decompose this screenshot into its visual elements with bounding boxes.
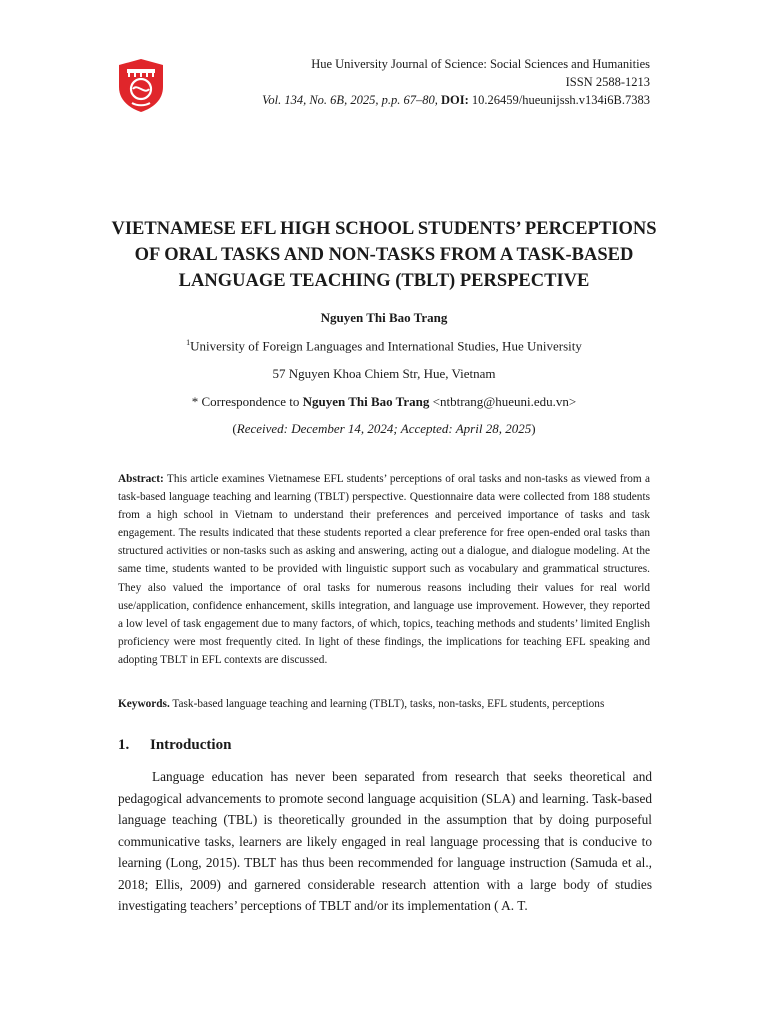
affiliation-mark: 1 <box>186 338 191 347</box>
dates-text: Received: December 14, 2024; Accepted: April 28, 2025 <box>236 421 532 436</box>
article-title <box>80 216 688 294</box>
section-heading <box>118 737 231 754</box>
correspondence-email[interactable]: <ntbtrang@hueuni.edu.vn> <box>429 394 577 409</box>
citation-text: Vol. 134, No. 6B, 2025, p.p. 67–80, <box>262 93 438 107</box>
doi-label: DOI: <box>440 93 469 107</box>
hue-university-emblem-icon <box>116 57 166 113</box>
journal-citation <box>262 91 650 109</box>
introduction-paragraph: Language education has never been separated from research that seeks theoretical and pedagogical advancements to promote second language acquisition (SLA) and learning. Task-based language teaching (TBL) is theoretically grounded in the assumption that by doing purposeful communicative tasks, learners are likely engaged in real language processing that is conducive to learning (Long, 2015). TBLT has thus been recommended for language instruction (Samuda et al., 2018; Ellis, 2009) and garnered considerable research attention with a large body of studies investigating teachers’ perceptions of TBLT and/or its implementation ( A. T. <box>118 769 652 913</box>
abstract <box>118 470 650 669</box>
affiliation-text: University of Foreign Languages and International Studies, Hue University <box>190 338 582 354</box>
article-dates: (Received: December 14, 2024; Accepted: April 28, 2025) <box>232 421 536 436</box>
keywords-label: Keywords. <box>118 698 170 710</box>
correspondence <box>80 394 688 410</box>
keywords <box>118 695 658 713</box>
doi-link[interactable]: 10.26459/hueunijssh.v134i6B.7383 <box>471 93 650 107</box>
journal-header <box>262 55 650 109</box>
title-line: VIETNAMESE EFL HIGH SCHOOL STUDENTS’ PERCEPTIONS <box>111 219 657 239</box>
section-title: Introduction <box>150 737 232 753</box>
author-name: Nguyen Thi Bao Trang <box>320 310 448 325</box>
section-number: 1. <box>118 737 130 753</box>
abstract-text: This article examines Vietnamese EFL students’ perceptions of oral tasks and non-tasks as viewed from a task-based language teaching and learning (TBLT) perspective. Questionnaire data were collected from 188 students from a high school in Vietnam to understand their preferences and perceived importance of tasks and task engagement. The results indicated that these students reported a clear preference for free open-ended oral tasks than structured activities or non-tasks such as asking and answering, acting out a dialogue, and dialogue modeling. At the same time, students wanted to be provided with linguistic support such as vocabulary and grammatical structures. They also valued the importance of oral tasks for numerous reasons including their values for real world use/application, confidence enhancement, skills integration, and language use improvement. However, they reported a low level of task engagement due to many factors, of which, topics, teaching methods and students’ limited English proficiency were most frequently cited. In light of these findings, the implications for teaching EFL speaking and adopting TBLT in EFL contexts are discussed. <box>118 473 650 666</box>
correspondence-prefix: * Correspondence to <box>191 394 303 409</box>
address: 57 Nguyen Khoa Chiem Str, Hue, Vietnam <box>272 366 496 381</box>
journal-issn: ISSN 2588-1213 <box>565 75 650 89</box>
title-line: LANGUAGE TEACHING (TBLT) PERSPECTIVE <box>178 271 590 291</box>
journal-name: Hue University Journal of Science: Social Sciences and Humanities <box>311 57 650 71</box>
keywords-text: Task-based language teaching and learning (TBLT), tasks, non-tasks, EFL students, perceptions <box>169 698 605 710</box>
abstract-label: Abstract: <box>118 473 164 485</box>
affiliation <box>80 338 688 354</box>
title-line: OF ORAL TASKS AND NON-TASKS FROM A TASK-BASED <box>134 245 634 265</box>
correspondence-name: Nguyen Thi Bao Trang <box>302 394 430 409</box>
